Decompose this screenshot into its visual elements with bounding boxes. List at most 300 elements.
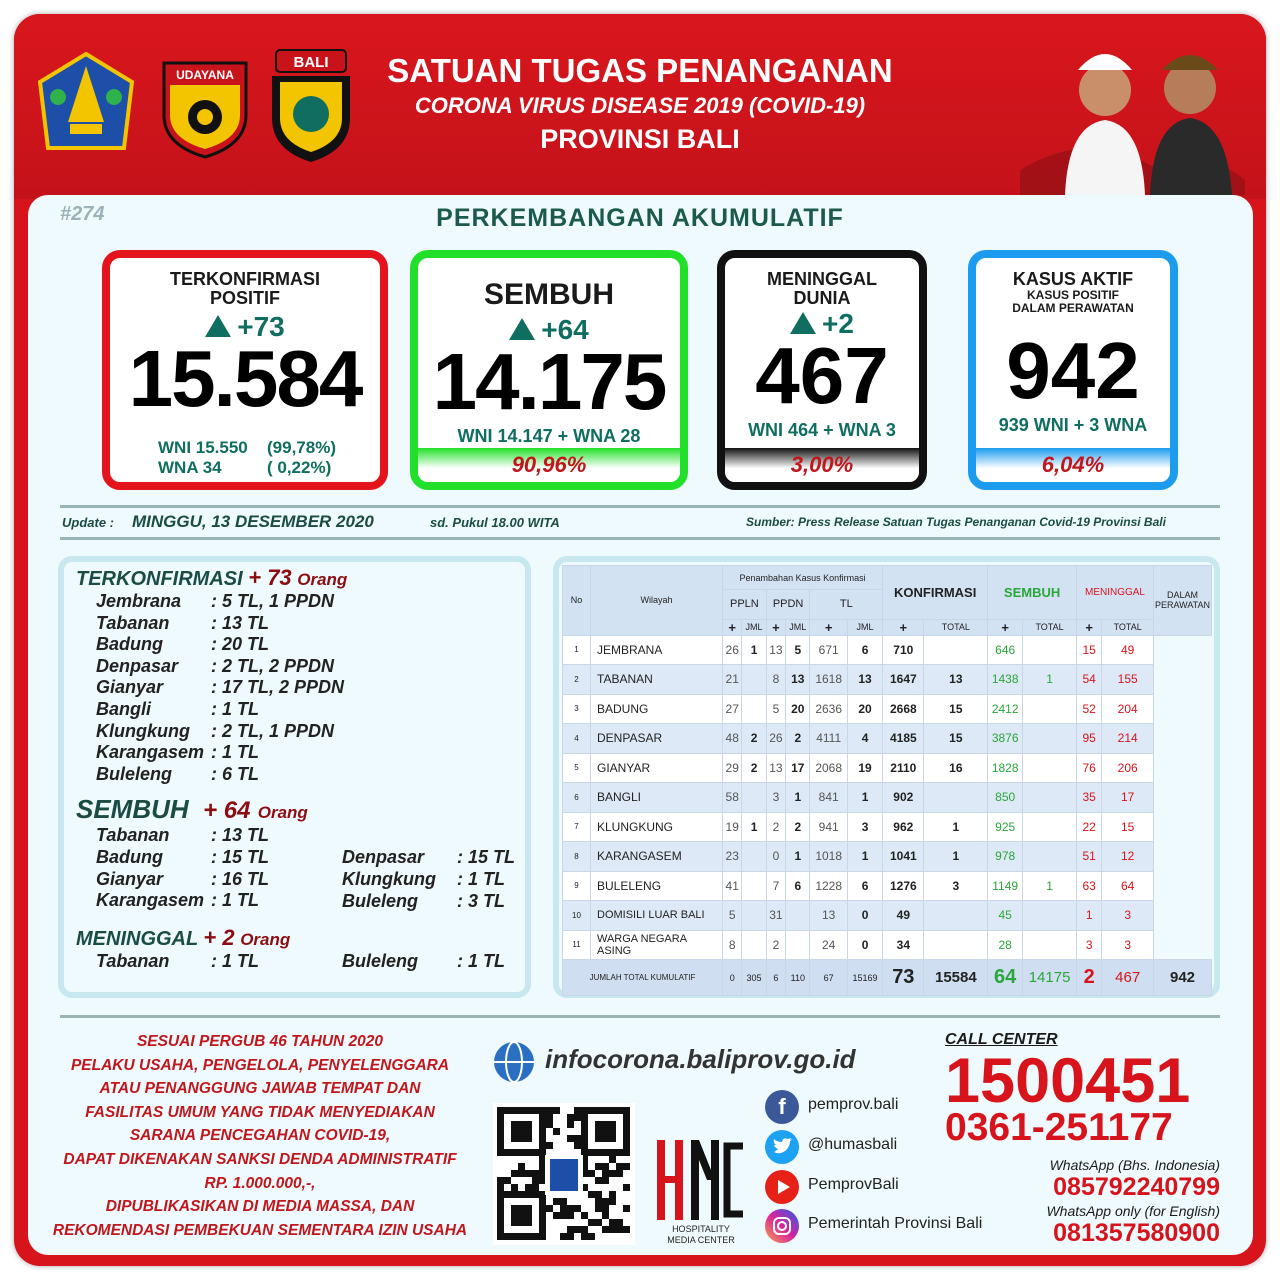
table-row: [563, 901, 1212, 931]
instagram-link[interactable]: [765, 1209, 1025, 1243]
table-cell: 1647: [883, 665, 924, 695]
table-cell: [1023, 901, 1077, 931]
table-cell: 2: [786, 724, 810, 754]
table-cell: 29: [723, 753, 742, 783]
konf-unit: Orang: [297, 570, 348, 589]
semb-unit: Orang: [257, 803, 308, 822]
semb-value: : 3 TL: [457, 890, 505, 911]
table-cell: 206: [1102, 753, 1154, 783]
governor-photo: [1010, 20, 1250, 195]
instagram-icon: [765, 1209, 799, 1243]
table-cell: 155: [1102, 665, 1154, 695]
header-title: SATUAN TUGAS PENANGANAN: [387, 52, 893, 89]
cell-wilayah: BADUNG: [591, 694, 723, 724]
table-cell: 5: [563, 753, 591, 783]
th-sub: +: [1076, 619, 1101, 635]
globe-icon[interactable]: [492, 1040, 536, 1084]
table-cell: 15: [924, 724, 988, 754]
table-cell: [1023, 753, 1077, 783]
total-cell: 467: [1102, 960, 1154, 996]
update-source: Sumber: Press Release Satuan Tugas Penanganan Covid-19 Provinsi Bali: [746, 515, 1166, 529]
table-row: [563, 694, 1212, 724]
table-cell: 1: [924, 842, 988, 872]
table-cell: 16: [924, 753, 988, 783]
aktif-pct: 6,04%: [976, 448, 1170, 482]
table-cell: 3: [847, 812, 882, 842]
table-cell: [742, 901, 766, 931]
th-wilayah: Wilayah: [591, 566, 723, 636]
notice-line: PELAKU USAHA, PENGELOLA, PENYELENGGARA: [70, 1056, 450, 1074]
table-cell: [1023, 812, 1077, 842]
table-cell: 3: [1102, 901, 1154, 931]
table-cell: 1: [924, 812, 988, 842]
sembuh-sub: WNI 14.147 + WNA 28: [457, 426, 641, 446]
notice-line: SARANA PENCEGAHAN COVID-19,: [129, 1127, 391, 1145]
wa-id-number[interactable]: 085792240799: [1053, 1173, 1220, 1201]
konf-region: Bangli: [96, 699, 152, 719]
semb-region: Gianyar: [96, 868, 164, 889]
table-cell: 24: [810, 930, 847, 960]
semb-value: : 1 TL: [457, 868, 505, 889]
youtube-link[interactable]: [765, 1170, 1025, 1204]
table-cell: 0: [766, 842, 785, 872]
header-province: PROVINSI BALI: [540, 124, 740, 154]
konf-value: : 6 TL: [211, 763, 259, 784]
aktif-sub: 939 WNI + 3 WNA: [998, 415, 1148, 435]
edition-number: #274: [60, 203, 105, 225]
divider: [60, 537, 1220, 540]
total-cell: 64: [988, 960, 1023, 996]
semb-region: Badung: [96, 846, 163, 867]
table-row: [563, 724, 1212, 754]
update-date: MINGGU, 13 DESEMBER 2020: [132, 512, 374, 531]
table-cell: 10: [563, 901, 591, 931]
table-cell: [924, 901, 988, 931]
table-cell: 13: [924, 665, 988, 695]
table-cell: 0: [847, 930, 882, 960]
table-cell: 17: [786, 753, 810, 783]
total-cell: 6: [766, 960, 785, 996]
table-cell: 76: [1076, 753, 1101, 783]
qr-code[interactable]: [493, 1103, 635, 1245]
table-cell: 26: [766, 724, 785, 754]
table-cell: [742, 842, 766, 872]
table-cell: 7: [766, 871, 785, 901]
table-cell: 1149: [988, 871, 1023, 901]
youtube-handle: PemprovBali: [808, 1176, 899, 1193]
men-count: + 2: [203, 925, 235, 950]
table-cell: 63: [1076, 871, 1101, 901]
th-sub: +: [988, 619, 1023, 635]
konf-value: : 1 TL: [211, 742, 259, 763]
men-heading: [76, 925, 290, 951]
table-cell: 13: [847, 665, 882, 695]
udayana-logo-text: UDAYANA: [176, 68, 234, 82]
meninggal-label: MENINGGAL: [767, 269, 877, 289]
table-cell: 2110: [883, 753, 924, 783]
table-cell: 3: [1102, 930, 1154, 960]
th-meninggal: MENINGGAL: [1076, 566, 1153, 620]
konf-value: : 5 TL, 1 PPDN: [211, 591, 335, 611]
konf-region: Tabanan: [96, 612, 170, 633]
konf-region: Karangasem: [96, 742, 205, 763]
notice-text: [40, 1030, 480, 1242]
table-cell: [742, 930, 766, 960]
youtube-icon: [765, 1170, 799, 1204]
notice-line: DIPUBLIKASIKAN DI MEDIA MASSA, DAN: [105, 1198, 415, 1216]
konf-region: Denpasar: [96, 655, 179, 676]
table-cell: 13: [810, 901, 847, 931]
table-cell: 2668: [883, 694, 924, 724]
table-row: [563, 753, 1212, 783]
meninggal-delta-value: +2: [822, 308, 854, 339]
konf-value: : 2 TL, 2 PPDN: [211, 655, 335, 676]
table-cell: 3: [1076, 930, 1101, 960]
table-cell: 962: [883, 812, 924, 842]
table-cell: 978: [988, 842, 1023, 872]
cell-wilayah: KLUNGKUNG: [591, 812, 723, 842]
table-cell: 902: [883, 783, 924, 813]
cell-wilayah: WARGA NEGARA ASING: [591, 930, 723, 960]
wa-en-number[interactable]: 081357580900: [1053, 1219, 1220, 1247]
call-center-number-2[interactable]: 0361-251177: [945, 1106, 1173, 1149]
th-tl: TL: [810, 590, 883, 620]
twitter-handle: @humasbali: [808, 1136, 898, 1153]
notice-line: FASILITAS UMUM YANG TIDAK MENYEDIAKAN: [85, 1103, 435, 1121]
table-cell: 22: [1076, 812, 1101, 842]
table-cell: 2: [563, 665, 591, 695]
table-cell: 1041: [883, 842, 924, 872]
total-cell: JUMLAH TOTAL KUMULATIF: [563, 960, 723, 996]
positif-wni-pct: (99,78%): [267, 438, 336, 457]
table-cell: 941: [810, 812, 847, 842]
table-cell: 15: [1076, 635, 1101, 665]
table-cell: 0: [847, 901, 882, 931]
table-cell: 35: [1076, 783, 1101, 813]
table-cell: 26: [723, 635, 742, 665]
th-penambahan: Penambahan Kasus Konfirmasi: [723, 566, 883, 590]
konf-count: + 73: [248, 565, 292, 590]
table-cell: 58: [723, 783, 742, 813]
table-cell: 214: [1102, 724, 1154, 754]
konf-title: TERKONFIRMASI: [76, 568, 243, 590]
th-sub: +: [883, 619, 924, 635]
sembuh-pct: 90,96%: [418, 448, 680, 482]
konf-value: : 20 TL: [211, 634, 270, 655]
th-sub: JML: [786, 619, 810, 635]
notice-line: SESUAI PERGUB 46 TAHUN 2020: [136, 1033, 384, 1050]
semb-value: : 13 TL: [211, 825, 270, 845]
twitter-icon: [765, 1130, 799, 1164]
meninggal-pct: 3,00%: [725, 448, 919, 482]
table-cell: 6: [786, 871, 810, 901]
table-cell: 52: [1076, 694, 1101, 724]
notice-line: DAPAT DIKENAKAN SANKSI DENDA ADMINISTRATIF: [63, 1150, 457, 1168]
call-center-number[interactable]: 1500451: [945, 1046, 1191, 1116]
table-cell: 15: [924, 694, 988, 724]
table-cell: 12: [1102, 842, 1154, 872]
table-cell: 1018: [810, 842, 847, 872]
table-row: [563, 665, 1212, 695]
cell-wilayah: DOMISILI LUAR BALI: [591, 901, 723, 931]
konf-region: Badung: [96, 634, 163, 655]
card-sembuh: [410, 250, 688, 490]
notice-line: RP. 1.000.000,-,: [204, 1174, 316, 1192]
table-cell: 5: [766, 694, 785, 724]
table-cell: 95: [1076, 724, 1101, 754]
table-cell: 1276: [883, 871, 924, 901]
cell-wilayah: KARANGASEM: [591, 842, 723, 872]
table-row: [563, 783, 1212, 813]
table-cell: 1: [847, 783, 882, 813]
table-cell: 6: [847, 635, 882, 665]
cell-wilayah: GIANYAR: [591, 753, 723, 783]
bali-province-emblem: [38, 52, 134, 156]
table-cell: 19: [847, 753, 882, 783]
card-meninggal: [717, 250, 927, 490]
table-cell: 9: [563, 871, 591, 901]
total-cell: 73: [883, 960, 924, 996]
konf-value: : 1 TL: [211, 699, 259, 719]
konf-heading: [76, 565, 347, 591]
positif-delta-value: +73: [237, 311, 285, 342]
total-cell: 110: [786, 960, 810, 996]
positif-wna: WNA 34: [158, 458, 222, 477]
table-cell: 204: [1102, 694, 1154, 724]
th-perawatan-2: PERAWATAN: [1154, 600, 1210, 611]
table-cell: 646: [988, 635, 1023, 665]
total-cell: 2: [1076, 960, 1101, 996]
table-cell: [742, 694, 766, 724]
semb-region: Tabanan: [96, 825, 170, 845]
total-cell: 14175: [1023, 960, 1077, 996]
aktif-total: 942: [1006, 326, 1140, 415]
table-cell: 41: [723, 871, 742, 901]
table-cell: [1023, 842, 1077, 872]
table-cell: [1023, 694, 1077, 724]
table-cell: 1: [786, 783, 810, 813]
table-row: [563, 635, 1212, 665]
table-cell: 48: [723, 724, 742, 754]
table-cell: 2068: [810, 753, 847, 783]
table-cell: 671: [810, 635, 847, 665]
men-region: Tabanan: [96, 951, 170, 971]
table-cell: 20: [847, 694, 882, 724]
semb-value: : 1 TL: [211, 890, 259, 911]
table-cell: 710: [883, 635, 924, 665]
table-cell: 27: [723, 694, 742, 724]
th-no: No: [563, 566, 591, 636]
men-unit: Orang: [240, 930, 291, 949]
table-cell: 2: [786, 812, 810, 842]
table-cell: [1023, 635, 1077, 665]
table-cell: 21: [723, 665, 742, 695]
th-sub: TOTAL: [1023, 619, 1077, 635]
table-cell: 3876: [988, 724, 1023, 754]
update-time: sd. Pukul 18.00 WITA: [430, 515, 560, 530]
table-cell: 64: [1102, 871, 1154, 901]
table-cell: 6: [847, 871, 882, 901]
table-row: [563, 812, 1212, 842]
table-cell: [924, 783, 988, 813]
facebook-icon: f: [765, 1090, 799, 1124]
table-cell: 19: [723, 812, 742, 842]
semb-region: Karangasem: [96, 890, 205, 911]
hmc-line1: HOSPITALITY: [672, 1224, 730, 1234]
table-cell: 2412: [988, 694, 1023, 724]
table-cell: 2: [742, 724, 766, 754]
table-cell: 20: [786, 694, 810, 724]
konf-region: Gianyar: [96, 677, 164, 698]
total-cell: 67: [810, 960, 847, 996]
table-cell: 6: [563, 783, 591, 813]
men-title: MENINGGAL: [76, 928, 198, 950]
konf-value: : 2 TL, 1 PPDN: [211, 720, 335, 741]
table-cell: 8: [563, 842, 591, 872]
meninggal-label2: DUNIA: [793, 288, 851, 308]
table-cell: 1: [847, 842, 882, 872]
update-label: Update :: [62, 515, 114, 530]
table-cell: 8: [723, 930, 742, 960]
table-cell: 1: [563, 635, 591, 665]
total-cell: 15584: [924, 960, 988, 996]
table-cell: 13: [766, 635, 785, 665]
konf-region: Klungkung: [96, 720, 190, 741]
semb-region: Buleleng: [342, 890, 419, 911]
th-konfirmasi: KONFIRMASI: [883, 566, 988, 620]
hmc-logo: [655, 1140, 745, 1220]
table-cell: 2636: [810, 694, 847, 724]
table-cell: 13: [786, 665, 810, 695]
table-cell: 51: [1076, 842, 1101, 872]
hmc-caption: [655, 1224, 747, 1246]
meninggal-total: 467: [755, 331, 889, 420]
website-link[interactable]: infocorona.baliprov.go.id: [545, 1044, 856, 1074]
men-value: : 1 TL: [457, 951, 505, 971]
cell-wilayah: JEMBRANA: [591, 635, 723, 665]
th-ppln: PPLN: [723, 590, 767, 620]
region-table: [562, 565, 1212, 996]
table-cell: 5: [723, 901, 742, 931]
th-ppdn: PPDN: [766, 590, 810, 620]
total-cell: 942: [1154, 960, 1212, 996]
positif-wna-pct: ( 0,22%): [267, 458, 332, 477]
table-cell: 54: [1076, 665, 1101, 695]
section-title: PERKEMBANGAN AKUMULATIF: [436, 204, 844, 232]
total-cell: 15169: [847, 960, 882, 996]
table-cell: 49: [883, 901, 924, 931]
konf-region: Jembrana: [96, 591, 182, 611]
wa-en-label: WhatsApp only (for English): [1046, 1203, 1220, 1219]
table-cell: 11: [563, 930, 591, 960]
table-row: [563, 871, 1212, 901]
table-cell: [924, 930, 988, 960]
meninggal-sub: WNI 464 + WNA 3: [748, 420, 896, 440]
divider: [60, 505, 1220, 508]
table-cell: [1023, 783, 1077, 813]
table-cell: 841: [810, 783, 847, 813]
semb-region: Denpasar: [342, 847, 425, 867]
th-sub: +: [766, 619, 785, 635]
table-cell: 1: [1023, 665, 1077, 695]
card-aktif: [968, 250, 1178, 490]
udayana-military-emblem: [160, 55, 250, 159]
table-cell: [924, 635, 988, 665]
table-row: [563, 930, 1212, 960]
aktif-label: KASUS AKTIF: [1012, 269, 1134, 289]
table-cell: 4111: [810, 724, 847, 754]
table-cell: [742, 871, 766, 901]
table-cell: 1828: [988, 753, 1023, 783]
semb-count: + 64: [203, 797, 251, 824]
table-cell: 15: [1102, 812, 1154, 842]
konf-region: Buleleng: [96, 763, 173, 784]
th-sub: JML: [742, 619, 766, 635]
table-cell: 28: [988, 930, 1023, 960]
table-cell: 8: [766, 665, 785, 695]
th-sub: +: [810, 619, 847, 635]
cell-wilayah: TABANAN: [591, 665, 723, 695]
table-cell: 4: [847, 724, 882, 754]
table-cell: 1: [1076, 901, 1101, 931]
konf-value: : 13 TL: [211, 612, 270, 633]
table-row: [563, 842, 1212, 872]
notice-line: REKOMENDASI PEMBEKUAN SEMENTARA IZIN USAHA: [52, 1221, 468, 1239]
table-cell: 49: [1102, 635, 1154, 665]
sembuh-delta-value: +64: [541, 314, 589, 345]
instagram-handle: Pemerintah Provinsi Bali: [808, 1215, 983, 1232]
konf-value: : 17 TL, 2 PPDN: [211, 677, 345, 698]
cell-wilayah: BULELENG: [591, 871, 723, 901]
table-cell: 5: [786, 635, 810, 665]
table-cell: 4: [563, 724, 591, 754]
divider: [60, 1015, 1220, 1018]
semb-region: Klungkung: [342, 868, 436, 889]
th-sub: JML: [847, 619, 882, 635]
table-cell: 23: [723, 842, 742, 872]
table-cell: 1: [786, 842, 810, 872]
table-cell: 7: [563, 812, 591, 842]
sembuh-total: 14.175: [432, 337, 666, 426]
table-cell: 2: [766, 930, 785, 960]
positif-label2: POSITIF: [209, 288, 280, 308]
th-sub: TOTAL: [1102, 619, 1154, 635]
total-cell: 0: [723, 960, 742, 996]
table-cell: 1: [742, 812, 766, 842]
table-cell: 17: [1102, 783, 1154, 813]
positif-total: 15.584: [128, 334, 362, 423]
table-cell: 1: [1023, 871, 1077, 901]
table-cell: [1023, 930, 1077, 960]
men-region: Buleleng: [342, 951, 419, 971]
table-cell: 1618: [810, 665, 847, 695]
aktif-label2: KASUS POSITIF: [1026, 288, 1119, 302]
th-sembuh: SEMBUH: [988, 566, 1077, 620]
table-cell: 34: [883, 930, 924, 960]
header-subtitle: CORONA VIRUS DISEASE 2019 (COVID-19): [414, 93, 866, 118]
table-cell: 3: [563, 694, 591, 724]
sembuh-label: SEMBUH: [483, 278, 614, 311]
semb-heading: [76, 794, 308, 825]
table-cell: 13: [766, 753, 785, 783]
bali-logo-text: BALI: [293, 54, 329, 71]
table-cell: [1023, 724, 1077, 754]
semb-title: SEMBUH: [76, 794, 189, 824]
table-cell: [786, 930, 810, 960]
positif-wni: WNI 15.550: [158, 438, 248, 457]
th-sub: +: [723, 619, 742, 635]
aktif-label3: DALAM PERAWATAN: [1012, 301, 1134, 315]
